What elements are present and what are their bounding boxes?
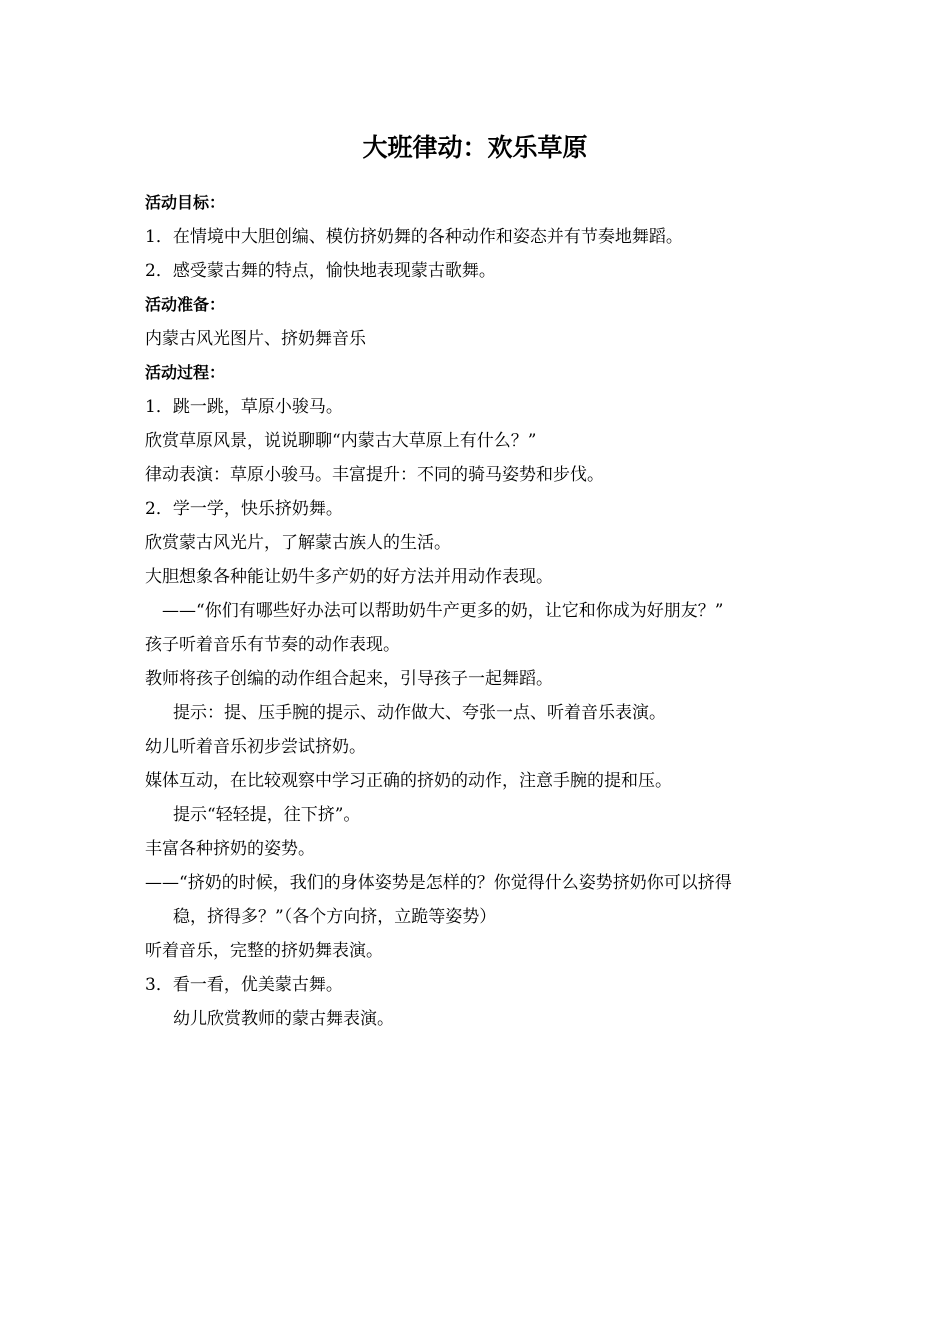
process-line: 幼儿听着音乐初步尝试挤奶。 <box>145 737 366 757</box>
goals-heading: 活动目标： <box>145 193 226 212</box>
process-line: 欣赏草原风景，说说聊聊“内蒙古大草原上有什么？” <box>145 431 537 451</box>
document-body <box>145 186 825 1036</box>
process-line: 听着音乐，完整的挤奶舞表演。 <box>145 941 383 961</box>
process-line: 丰富各种挤奶的姿势。 <box>145 839 315 859</box>
process-step: 1．跳一跳，草原小骏马。 <box>145 397 343 417</box>
process-quote: ——“挤奶的时候，我们的身体姿势是怎样的？你觉得什么姿势挤奶你可以挤得 <box>145 873 732 893</box>
process-line: 媒体互动，在比较观察中学习正确的挤奶的动作，注意手腕的提和压。 <box>145 771 672 791</box>
process-step: 3．看一看，优美蒙古舞。 <box>145 975 343 995</box>
prep-heading: 活动准备： <box>145 295 226 314</box>
process-line: 教师将孩子创编的动作组合起来，引导孩子一起舞蹈。 <box>145 669 553 689</box>
process-tip: 提示“轻轻提，往下挤”。 <box>173 805 361 825</box>
page-title: 大班律动：欢乐草原 <box>362 133 588 162</box>
process-tip: 提示：提、压手腕的提示、动作做大、夸张一点、听着音乐表演。 <box>173 703 666 723</box>
process-quote-continued: 稳，挤得多？”（各个方向挤，立跪等姿势） <box>173 907 497 927</box>
process-step: 2．学一学，快乐挤奶舞。 <box>145 499 343 519</box>
goal-item: 2．感受蒙古舞的特点，愉快地表现蒙古歌舞。 <box>145 261 496 281</box>
process-line: 大胆想象各种能让奶牛多产奶的好方法并用动作表现。 <box>145 567 553 587</box>
process-line: 欣赏蒙古风光片，了解蒙古族人的生活。 <box>145 533 451 553</box>
process-line: 孩子听着音乐有节奏的动作表现。 <box>145 635 400 655</box>
process-heading: 活动过程： <box>145 363 226 382</box>
process-quote: ——“你们有哪些好办法可以帮助奶牛产更多的奶，让它和你成为好朋友？” <box>162 601 724 621</box>
process-line: 幼儿欣赏教师的蒙古舞表演。 <box>173 1009 394 1029</box>
goal-item: 1．在情境中大胆创编、模仿挤奶舞的各种动作和姿态并有节奏地舞蹈。 <box>145 227 683 247</box>
process-line: 律动表演：草原小骏马。丰富提升：不同的骑马姿势和步伐。 <box>145 465 604 485</box>
prep-text: 内蒙古风光图片、挤奶舞音乐 <box>145 329 366 349</box>
